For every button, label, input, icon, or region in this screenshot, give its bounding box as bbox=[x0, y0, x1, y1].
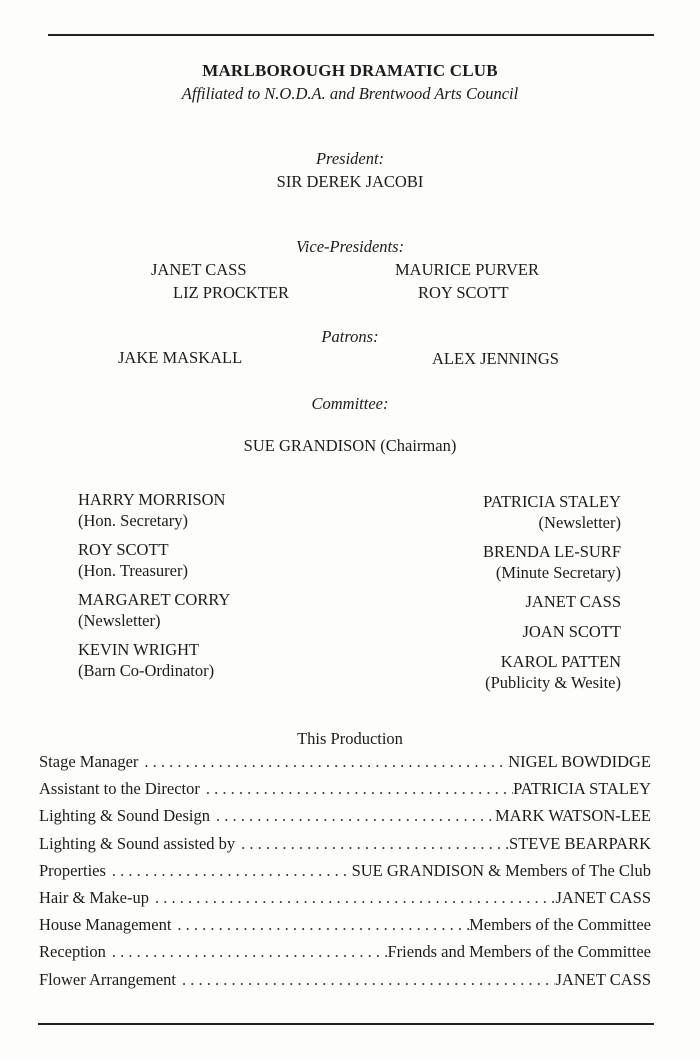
credit-role: Stage Manager bbox=[39, 752, 139, 771]
credit-role: Lighting & Sound Design bbox=[39, 806, 210, 826]
vice-president-name: LIZ PROCKTER bbox=[173, 283, 289, 302]
credit-row bbox=[39, 915, 651, 942]
committee-member bbox=[341, 651, 621, 693]
production-credits bbox=[39, 752, 651, 997]
dot-leader bbox=[171, 915, 469, 935]
credit-row bbox=[39, 861, 651, 888]
credit-row bbox=[39, 752, 651, 779]
member-name: KAROL PATTEN bbox=[500, 652, 621, 671]
member-name: BRENDA LE-SURF bbox=[483, 542, 621, 561]
member-role: (Minute Secretary) bbox=[495, 563, 621, 582]
member-role: (Publicity & Wesite) bbox=[485, 673, 621, 692]
committee-member bbox=[341, 591, 621, 612]
dot-leader bbox=[200, 779, 513, 799]
credit-name: JANET CASS bbox=[555, 887, 651, 907]
credit-role: Reception bbox=[39, 942, 106, 962]
dot-leader bbox=[138, 752, 508, 772]
credit-name: PATRICIA STALEY bbox=[513, 779, 651, 799]
credit-role: Assistant to the Director bbox=[39, 779, 200, 799]
dot-leader bbox=[235, 834, 509, 854]
credit-row bbox=[39, 942, 651, 969]
credit-name: NIGEL BOWDIDGE bbox=[508, 752, 651, 771]
credit-row bbox=[39, 970, 651, 997]
president-label: President: bbox=[315, 149, 385, 168]
member-name: PATRICIA STALEY bbox=[483, 492, 621, 511]
committee-left-column bbox=[78, 489, 338, 689]
vice-president-name: ROY SCOTT bbox=[418, 283, 509, 302]
member-name: MARGARET CORRY bbox=[78, 590, 231, 609]
patron-name: JAKE MASKALL bbox=[118, 348, 243, 367]
president-name: SIR DEREK JACOBI bbox=[276, 172, 424, 191]
top-rule bbox=[48, 34, 654, 36]
committee-member bbox=[78, 589, 338, 631]
committee-right-column bbox=[341, 491, 621, 701]
credit-name: SUE GRANDISON & Members of The Club bbox=[351, 860, 651, 880]
member-role: (Newsletter) bbox=[78, 611, 161, 630]
member-name: KEVIN WRIGHT bbox=[78, 640, 200, 659]
dot-leader bbox=[106, 942, 388, 962]
credit-role: Flower Arrangement bbox=[39, 969, 177, 989]
member-name: ROY SCOTT bbox=[78, 540, 169, 559]
committee-member bbox=[341, 541, 621, 583]
credit-row bbox=[39, 806, 651, 833]
patron-name: ALEX JENNINGS bbox=[432, 349, 559, 368]
committee-member bbox=[78, 639, 338, 681]
vice-president-name: MAURICE PURVER bbox=[395, 260, 539, 279]
dot-leader bbox=[106, 861, 352, 881]
credit-role: House Management bbox=[39, 915, 172, 935]
dot-leader bbox=[210, 806, 495, 826]
member-role: (Barn Co-Ordinator) bbox=[78, 661, 215, 680]
credit-role: Properties bbox=[39, 860, 106, 880]
member-role: (Hon. Treasurer) bbox=[78, 561, 188, 580]
credit-role: Hair & Make-up bbox=[39, 887, 149, 907]
bottom-rule bbox=[38, 1023, 654, 1025]
credit-name: MARK WATSON-LEE bbox=[495, 806, 651, 826]
member-role: (Hon. Secretary) bbox=[78, 511, 188, 530]
credit-row bbox=[39, 888, 651, 915]
member-role: (Newsletter) bbox=[538, 513, 621, 532]
dot-leader bbox=[149, 888, 556, 908]
affiliation: Affiliated to N.O.D.A. and Brentwood Arts Council bbox=[181, 84, 519, 103]
credit-role: Lighting & Sound assisted by bbox=[39, 833, 236, 853]
club-name: MARLBOROUGH DRAMATIC CLUB bbox=[202, 61, 498, 80]
vice-presidents-label: Vice-Presidents: bbox=[295, 237, 405, 256]
credit-name: STEVE BEARPARK bbox=[509, 833, 651, 853]
committee-member bbox=[78, 489, 338, 531]
credit-name: JANET CASS bbox=[555, 969, 651, 989]
member-name: JOAN SCOTT bbox=[522, 622, 621, 641]
production-heading: This Production bbox=[297, 729, 403, 748]
credit-name: Members of the Committee bbox=[469, 915, 651, 935]
dot-leader bbox=[176, 970, 555, 990]
vice-president-name: JANET CASS bbox=[151, 260, 247, 279]
committee-member bbox=[341, 491, 621, 533]
committee-chairman: SUE GRANDISON (Chairman) bbox=[243, 436, 457, 455]
committee-member bbox=[78, 539, 338, 581]
patrons-label: Patrons: bbox=[321, 327, 379, 346]
credit-row bbox=[39, 779, 651, 806]
credit-name: Friends and Members of the Committee bbox=[387, 942, 651, 962]
member-name: HARRY MORRISON bbox=[78, 490, 226, 509]
member-name: JANET CASS bbox=[525, 592, 621, 611]
credit-row bbox=[39, 834, 651, 861]
committee-member bbox=[341, 621, 621, 642]
committee-label: Committee: bbox=[311, 394, 389, 413]
